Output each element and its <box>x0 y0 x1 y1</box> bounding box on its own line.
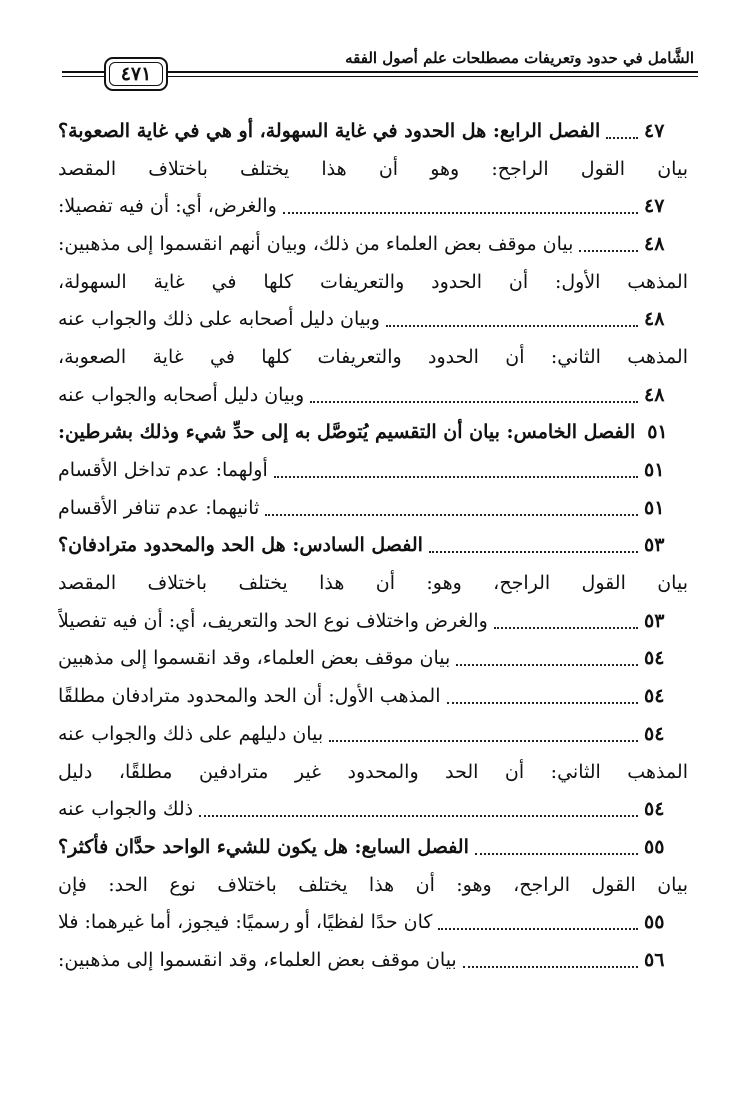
toc-entry-text: الفصل الخامس: بيان أن التقسيم يُتوصَّل به إلى حدِّ شيء وذلك بشرطين: <box>58 421 636 444</box>
toc-entry <box>58 753 688 791</box>
toc-entry <box>58 715 688 753</box>
dot-leader <box>475 851 638 855</box>
toc-entry-text: بيان القول الراجح، وهو: أن هذا يختلف باختلاف نوع الحد: فإن <box>58 873 688 896</box>
toc-page-number: ٥٤ <box>644 685 665 708</box>
page-number: ٤٧١ <box>120 63 152 85</box>
toc-page-number: ٥٣ <box>644 609 665 632</box>
dot-leader <box>310 399 638 403</box>
toc-entry-text: وبيان دليل أصحابه والجواب عنه <box>58 383 305 406</box>
dot-leader <box>463 964 638 968</box>
dot-leader <box>274 474 638 478</box>
dot-leader <box>199 813 638 817</box>
toc-entry-text: أولهما: عدم تداخل الأقسام <box>58 459 268 482</box>
toc-entry-text: كان حدًا لفظيًا، أو رسميًا: فيجوز، أما غيرهما: فلا <box>58 911 433 934</box>
toc-entry <box>58 150 688 188</box>
dot-leader <box>283 210 638 214</box>
dot-leader <box>429 549 638 553</box>
toc-entry <box>58 300 688 338</box>
toc-entry <box>58 602 688 640</box>
toc-chapter-entry <box>58 828 688 866</box>
toc-page-number: ٥١ <box>644 496 665 519</box>
toc-page-number: ٥٥ <box>644 911 665 934</box>
toc-page-number: ٥١ <box>647 421 668 444</box>
toc-entry <box>58 338 688 376</box>
toc-entry-text: ثانيهما: عدم تنافر الأقسام <box>58 496 260 519</box>
toc-entry-text: المذهب الثاني: أن الحدود والتعريفات كلها في غاية الصعوبة، <box>58 345 688 368</box>
toc-entry-text: بيان موقف بعض العلماء من ذلك، وبيان أنهم انقسموا إلى مذهبين: <box>58 232 574 255</box>
toc-entry-text: وبيان دليل أصحابه على ذلك والجواب عنه <box>58 308 380 331</box>
toc-page-number: ٤٧ <box>644 119 665 142</box>
toc-entry-text: والغرض واختلاف نوع الحد والتعريف، أي: أن فيه تفصيلاً <box>58 609 488 632</box>
book-title: الشَّامل في حدود وتعريفات مصطلحات علم أصول الفقه <box>345 49 694 67</box>
toc-entry <box>58 376 688 414</box>
toc-chapter-entry <box>58 527 688 565</box>
toc-page-number: ٥٤ <box>644 647 665 670</box>
toc-entry <box>58 187 688 225</box>
toc-entry-text: ذلك والجواب عنه <box>58 798 194 821</box>
dot-leader <box>456 662 638 666</box>
toc-entry-text: المذهب الأول: أن الحد والمحدود مترادفان مطلقًا <box>58 685 441 708</box>
toc-entry <box>58 866 688 904</box>
toc-entry-text: بيان القول الراجح: وهو أن هذا يختلف باختلاف المقصد <box>58 157 688 180</box>
toc-entry <box>58 677 688 715</box>
dot-leader <box>447 700 639 704</box>
toc-page-number: ٤٧ <box>644 195 665 218</box>
dot-leader <box>386 323 638 327</box>
page-number-frame <box>104 57 168 91</box>
toc-entry <box>58 225 688 263</box>
toc-entry-text: بيان موقف بعض العلماء، وقد انقسموا إلى مذهبين: <box>58 948 457 971</box>
toc-page-number: ٤٨ <box>644 308 665 331</box>
toc-page-number: ٥٤ <box>644 798 665 821</box>
toc-entry-text: الفصل السادس: هل الحد والمحدود مترادفان؟ <box>58 534 423 557</box>
dot-leader <box>606 135 638 139</box>
toc-page-number: ٤٨ <box>644 232 665 255</box>
dot-leader <box>579 248 638 252</box>
toc-page-number: ٥٥ <box>644 835 665 858</box>
toc-entry-text: المذهب الأول: أن الحدود والتعريفات كلها في غاية السهولة، <box>58 270 688 293</box>
toc-entry <box>58 640 688 678</box>
toc-entry-text: الفصل السابع: هل يكون للشيء الواحد حدَّان فأكثر؟ <box>58 835 469 858</box>
toc-chapter-entry <box>58 112 688 150</box>
toc-page-number: ٥٤ <box>644 722 665 745</box>
toc-entry <box>58 489 688 527</box>
dot-leader <box>438 926 638 930</box>
toc-page-number: ٥٣ <box>644 534 665 557</box>
toc-entry <box>58 903 688 941</box>
toc-entry <box>58 941 688 979</box>
toc-entry <box>58 451 688 489</box>
toc-entry-text: بيان دليلهم على ذلك والجواب عنه <box>58 722 324 745</box>
running-header <box>62 47 698 95</box>
toc-entry-text: المذهب الثاني: أن الحد والمحدود غير مترادفين مطلقًا، دليل <box>58 760 688 783</box>
toc-page-number: ٥١ <box>644 459 665 482</box>
toc-chapter-entry <box>58 414 688 452</box>
toc-entry-text: بيان القول الراجح، وهو: أن هذا يختلف باختلاف المقصد <box>58 572 688 595</box>
toc-entry-text: بيان موقف بعض العلماء، وقد انقسموا إلى مذهبين <box>58 647 451 670</box>
dot-leader <box>329 738 638 742</box>
toc-entry <box>58 564 688 602</box>
toc-entry <box>58 263 688 301</box>
dot-leader <box>494 625 638 629</box>
toc-entry-text: الفصل الرابع: هل الحدود في غاية السهولة، أو هي في غاية الصعوبة؟ <box>58 119 601 142</box>
toc-entry <box>58 790 688 828</box>
toc-page-number: ٤٨ <box>644 383 665 406</box>
toc-page-number: ٥٦ <box>644 948 665 971</box>
table-of-contents <box>58 112 688 979</box>
toc-entry-text: والغرض، أي: أن فيه تفصيلا: <box>58 195 277 218</box>
dot-leader <box>265 512 638 516</box>
